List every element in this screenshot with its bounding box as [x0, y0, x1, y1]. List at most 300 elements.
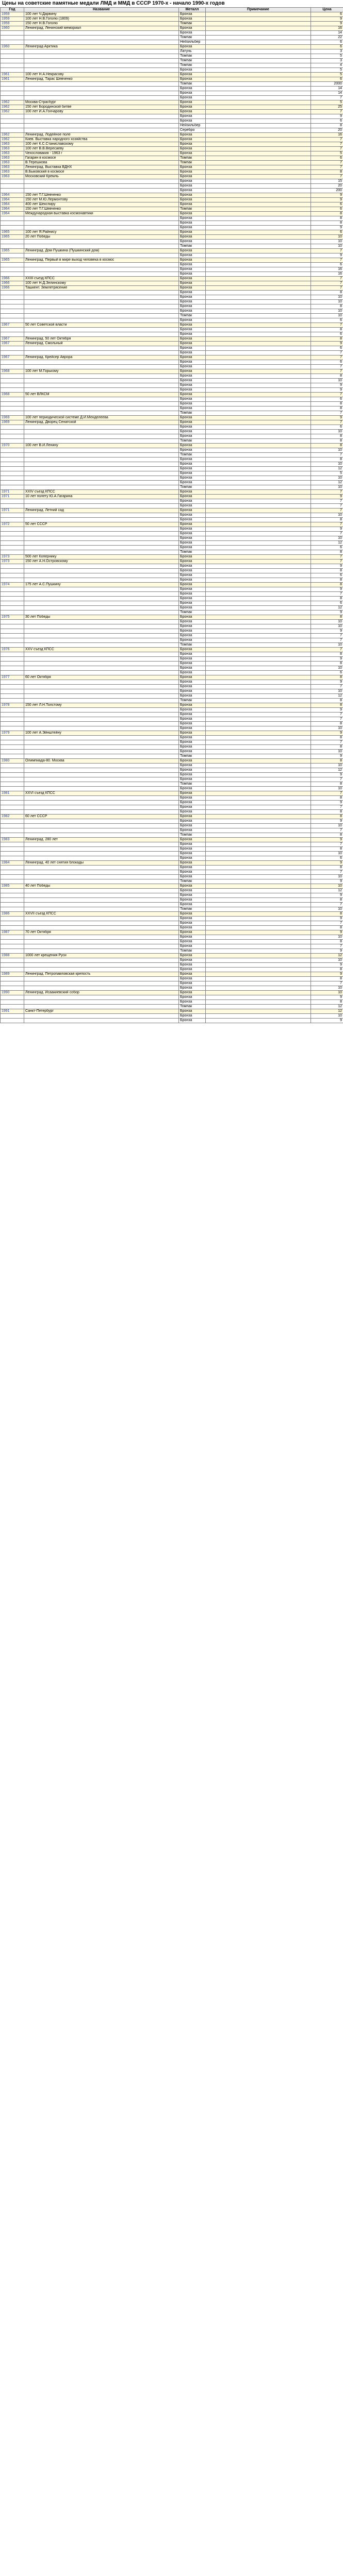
cell-year: [1, 592, 24, 597]
table-row: [1, 875, 343, 879]
cell-name: Ташкент. Землетрясение: [24, 286, 179, 291]
cell-metal: Томпак: [179, 1005, 206, 1009]
cell-year: [1, 221, 24, 226]
cell-name: [24, 824, 179, 828]
cell-year: 1965: [1, 235, 24, 240]
cell-year: [1, 717, 24, 722]
cell-year: [1, 263, 24, 267]
cell-metal: Бронза: [179, 717, 206, 722]
cell-name: Ленинград. Дом Пушкина (Пушкинский дом): [24, 249, 179, 253]
cell-name: [24, 828, 179, 833]
table-row: [1, 179, 343, 184]
table-row: [1, 100, 343, 105]
cell-metal: Бронза: [179, 675, 206, 680]
cell-name: [24, 986, 179, 991]
cell-year: [1, 847, 24, 852]
cell-year: 1962: [1, 133, 24, 138]
cell-metal: Бронза: [179, 750, 206, 754]
table-row: [1, 699, 343, 703]
table-row: [1, 726, 343, 731]
cell-name: [24, 267, 179, 272]
cell-note: [206, 893, 311, 898]
cell-price: 6: [311, 202, 343, 207]
table-row: [1, 31, 343, 36]
cell-note: [206, 226, 311, 230]
cell-price: 3: [311, 59, 343, 63]
cell-name: [24, 513, 179, 518]
cell-year: [1, 411, 24, 416]
cell-price: 8: [311, 216, 343, 221]
cell-metal: Бронза: [179, 671, 206, 675]
cell-year: [1, 504, 24, 509]
cell-note: [206, 138, 311, 142]
table-row: [1, 740, 343, 745]
table-row: [1, 634, 343, 638]
cell-year: [1, 184, 24, 189]
cell-name: [24, 397, 179, 402]
cell-name: 100 лет Н.А.Некрасову: [24, 73, 179, 77]
cell-note: [206, 179, 311, 184]
cell-name: [24, 476, 179, 481]
cell-name: 50 лет СССР: [24, 522, 179, 527]
cell-metal: Бронза: [179, 527, 206, 532]
cell-price: 5: [311, 68, 343, 73]
cell-metal: Бронза: [179, 110, 206, 114]
cell-note: [206, 17, 311, 22]
cell-year: 1962: [1, 110, 24, 114]
cell-price: 10: [311, 750, 343, 754]
cell-price: 9: [311, 193, 343, 198]
cell-note: [206, 912, 311, 917]
cell-metal: Томпак: [179, 699, 206, 703]
cell-name: [24, 295, 179, 300]
table-row: [1, 555, 343, 560]
cell-year: 1988: [1, 954, 24, 958]
cell-metal: Бронза: [179, 138, 206, 142]
cell-metal: Бронза: [179, 954, 206, 958]
cell-note: [206, 286, 311, 291]
cell-price: 7: [311, 277, 343, 281]
cell-year: [1, 958, 24, 963]
cell-metal: Бронза: [179, 824, 206, 828]
cell-name: [24, 717, 179, 722]
cell-metal: Бронза: [179, 216, 206, 221]
cell-name: [24, 819, 179, 824]
cell-price: 10: [311, 666, 343, 671]
cell-year: [1, 467, 24, 471]
cell-metal: Бронза: [179, 546, 206, 550]
cell-note: [206, 745, 311, 750]
cell-metal: Бронза: [179, 369, 206, 374]
cell-price: 12: [311, 481, 343, 485]
table-row: [1, 587, 343, 592]
cell-metal: Бронза: [179, 963, 206, 968]
cell-note: [206, 369, 311, 374]
cell-year: [1, 49, 24, 54]
cell-name: [24, 977, 179, 981]
cell-price: 9: [311, 731, 343, 736]
cell-note: [206, 833, 311, 838]
cell-year: [1, 527, 24, 532]
cell-metal: Томпак: [179, 156, 206, 161]
cell-price: 9: [311, 838, 343, 842]
table-row: [1, 847, 343, 852]
cell-metal: Бронза: [179, 476, 206, 481]
cell-note: [206, 638, 311, 643]
cell-year: 1964: [1, 202, 24, 207]
cell-name: [24, 592, 179, 597]
cell-note: [206, 40, 311, 45]
cell-year: [1, 995, 24, 1000]
cell-name: [24, 59, 179, 63]
cell-note: [206, 1000, 311, 1005]
cell-price: 10: [311, 295, 343, 300]
cell-price: 8: [311, 615, 343, 620]
cell-metal: Бронза: [179, 958, 206, 963]
cell-price: 9: [311, 564, 343, 569]
cell-metal: Бронза: [179, 805, 206, 810]
cell-year: [1, 318, 24, 323]
column-header-year: Год: [1, 8, 24, 12]
table-row: [1, 768, 343, 773]
cell-note: [206, 629, 311, 634]
cell-name: [24, 184, 179, 189]
table-row: [1, 722, 343, 726]
cell-note: [206, 457, 311, 462]
cell-name: Ленинград-Арктика: [24, 45, 179, 49]
cell-year: [1, 406, 24, 411]
cell-metal: Бронза: [179, 267, 206, 272]
cell-metal: Бронза: [179, 351, 206, 355]
table-row: [1, 685, 343, 689]
cell-year: [1, 457, 24, 462]
cell-metal: Бронза: [179, 26, 206, 31]
table-row: [1, 977, 343, 981]
cell-year: [1, 448, 24, 453]
cell-note: [206, 485, 311, 490]
cell-name: [24, 620, 179, 624]
cell-year: [1, 309, 24, 314]
cell-year: 1978: [1, 703, 24, 708]
cell-metal: Томпак: [179, 550, 206, 555]
cell-metal: Бронза: [179, 328, 206, 332]
cell-note: [206, 986, 311, 991]
cell-note: [206, 805, 311, 810]
cell-metal: Бронза: [179, 578, 206, 583]
cell-price: 8: [311, 796, 343, 801]
table-row: [1, 879, 343, 884]
cell-note: [206, 736, 311, 740]
cell-year: [1, 620, 24, 624]
cell-name: [24, 406, 179, 411]
column-header-metal: Металл: [179, 8, 206, 12]
cell-name: [24, 453, 179, 457]
cell-name: 175 лет А.С.Пушкину: [24, 583, 179, 587]
cell-price: 16: [311, 133, 343, 138]
cell-name: [24, 244, 179, 249]
table-row: [1, 536, 343, 541]
cell-price: 9: [311, 893, 343, 898]
cell-metal: Бронза: [179, 986, 206, 991]
cell-price: 10: [311, 986, 343, 991]
table-row: [1, 504, 343, 509]
cell-name: [24, 750, 179, 754]
cell-price: 6: [311, 12, 343, 17]
cell-year: [1, 722, 24, 726]
cell-note: [206, 277, 311, 281]
cell-name: [24, 300, 179, 304]
cell-note: [206, 365, 311, 369]
cell-name: [24, 439, 179, 444]
table-row: [1, 522, 343, 527]
cell-price: 9: [311, 773, 343, 777]
table-row: [1, 119, 343, 124]
cell-note: [206, 425, 311, 430]
table-row: [1, 82, 343, 87]
cell-metal: Латунь: [179, 49, 206, 54]
cell-note: [206, 782, 311, 787]
cell-price: 7: [311, 592, 343, 597]
cell-price: 9: [311, 801, 343, 805]
cell-note: [206, 611, 311, 615]
cell-name: [24, 935, 179, 940]
cell-metal: Бронза: [179, 286, 206, 291]
cell-name: [24, 569, 179, 573]
cell-metal: Бронза: [179, 560, 206, 564]
cell-metal: Бронза: [179, 193, 206, 198]
cell-note: [206, 583, 311, 587]
cell-name: XXV съезд КПСС: [24, 648, 179, 652]
cell-note: [206, 240, 311, 244]
table-row: [1, 620, 343, 624]
cell-metal: Бронза: [179, 309, 206, 314]
cell-name: [24, 879, 179, 884]
cell-note: [206, 550, 311, 555]
cell-note: [206, 467, 311, 471]
cell-price: 14: [311, 87, 343, 91]
cell-metal: Бронза: [179, 420, 206, 425]
cell-note: [206, 958, 311, 963]
cell-year: [1, 388, 24, 393]
cell-note: [206, 842, 311, 847]
cell-metal: Бронза: [179, 430, 206, 434]
cell-year: [1, 866, 24, 870]
cell-name: Санкт-Петербург: [24, 1009, 179, 1014]
table-row: [1, 393, 343, 397]
cell-name: [24, 968, 179, 972]
cell-year: [1, 689, 24, 694]
table-row: [1, 592, 343, 597]
cell-name: [24, 629, 179, 634]
cell-metal: Бронза: [179, 87, 206, 91]
cell-price: 6: [311, 397, 343, 402]
cell-year: 1986: [1, 912, 24, 917]
cell-price: 8: [311, 699, 343, 703]
cell-price: 10: [311, 462, 343, 467]
cell-year: [1, 787, 24, 791]
cell-year: [1, 773, 24, 777]
cell-price: 8: [311, 898, 343, 903]
cell-name: [24, 91, 179, 96]
column-header-price: Цена: [311, 8, 343, 12]
cell-note: [206, 685, 311, 689]
cell-name: [24, 898, 179, 903]
cell-note: [206, 476, 311, 481]
table-row: [1, 842, 343, 847]
cell-metal: Бронза: [179, 977, 206, 981]
table-row: [1, 949, 343, 954]
cell-name: [24, 949, 179, 954]
cell-price: 7: [311, 138, 343, 142]
cell-metal: Бронза: [179, 388, 206, 393]
cell-note: [206, 397, 311, 402]
cell-name: Чехословакия - 1963 г: [24, 151, 179, 156]
cell-price: 9: [311, 949, 343, 954]
cell-metal: Бронза: [179, 1009, 206, 1014]
table-row: [1, 912, 343, 917]
cell-metal: Бронза: [179, 657, 206, 662]
cell-year: [1, 671, 24, 675]
cell-price: 7: [311, 638, 343, 643]
cell-year: [1, 300, 24, 304]
table-row: [1, 838, 343, 842]
cell-year: [1, 365, 24, 369]
cell-metal: Бронза: [179, 513, 206, 518]
table-row: [1, 272, 343, 277]
cell-year: [1, 434, 24, 439]
cell-name: Ленинград. Исаакиевский собор: [24, 991, 179, 995]
table-row: [1, 110, 343, 114]
cell-price: 12: [311, 954, 343, 958]
table-row: [1, 337, 343, 342]
cell-price: 9: [311, 879, 343, 884]
cell-year: [1, 36, 24, 40]
cell-metal: Бронза: [179, 759, 206, 764]
cell-metal: Бронза: [179, 31, 206, 36]
cell-metal: Бронза: [179, 281, 206, 286]
cell-price: 8: [311, 977, 343, 981]
cell-year: [1, 685, 24, 689]
cell-year: [1, 754, 24, 759]
cell-note: [206, 708, 311, 713]
cell-year: 1973: [1, 555, 24, 560]
cell-metal: Бронза: [179, 689, 206, 694]
table-row: [1, 907, 343, 912]
cell-metal: Бронза: [179, 597, 206, 601]
cell-price: 9: [311, 253, 343, 258]
cell-metal: Бронза: [179, 541, 206, 546]
cell-year: 1965: [1, 249, 24, 253]
cell-name: [24, 226, 179, 230]
cell-note: [206, 717, 311, 722]
cell-note: [206, 879, 311, 884]
table-row: [1, 207, 343, 212]
cell-year: [1, 736, 24, 740]
cell-metal: Бронза: [179, 499, 206, 504]
table-row: [1, 870, 343, 875]
table-row: [1, 917, 343, 921]
cell-note: [206, 856, 311, 861]
cell-year: [1, 272, 24, 277]
cell-price: 10: [311, 536, 343, 541]
cell-note: [206, 170, 311, 175]
cell-year: [1, 875, 24, 879]
cell-metal: Бронза: [179, 416, 206, 420]
cell-note: [206, 866, 311, 870]
table-row: [1, 332, 343, 337]
cell-metal: Бронза: [179, 133, 206, 138]
cell-metal: Бронза: [179, 842, 206, 847]
cell-name: 10 лет полету Ю.А.Гагарина: [24, 495, 179, 499]
table-row: [1, 541, 343, 546]
cell-note: [206, 870, 311, 875]
cell-name: Ленинград. Крейсер Аврора: [24, 355, 179, 360]
cell-price: 2000: [311, 82, 343, 87]
cell-name: [24, 49, 179, 54]
cell-metal: Бронза: [179, 930, 206, 935]
cell-metal: Бронза: [179, 1014, 206, 1019]
cell-price: 8: [311, 597, 343, 601]
cell-note: [206, 439, 311, 444]
cell-price: 12: [311, 1009, 343, 1014]
cell-price: 8: [311, 703, 343, 708]
cell-metal: Томпак: [179, 63, 206, 68]
cell-price: 7: [311, 175, 343, 179]
cell-metal: Бронза: [179, 972, 206, 977]
cell-note: [206, 434, 311, 439]
cell-note: [206, 875, 311, 879]
cell-name: [24, 713, 179, 717]
cell-price: 9: [311, 22, 343, 26]
cell-note: [206, 597, 311, 601]
cell-name: 100 лет Н.Д.Зелинскому: [24, 281, 179, 286]
cell-price: 8: [311, 170, 343, 175]
table-row: [1, 893, 343, 898]
cell-year: [1, 216, 24, 221]
cell-note: [206, 541, 311, 546]
table-header-row: [1, 8, 343, 12]
cell-metal: Серебро: [179, 128, 206, 133]
cell-metal: Томпак: [179, 907, 206, 912]
cell-price: 8: [311, 675, 343, 680]
cell-price: 10: [311, 620, 343, 624]
table-row: [1, 226, 343, 230]
cell-note: [206, 36, 311, 40]
table-row: [1, 281, 343, 286]
cell-price: 12: [311, 467, 343, 471]
cell-note: [206, 828, 311, 833]
cell-metal: Бронза: [179, 45, 206, 49]
cell-price: 15: [311, 179, 343, 184]
cell-note: [206, 592, 311, 597]
cell-price: 9: [311, 995, 343, 1000]
page-title: Цены на советские памятные медали ЛМД и ММД в СССР 1970-х - начало 1990-х годов: [2, 1, 225, 6]
cell-year: 1971: [1, 490, 24, 495]
cell-price: 8: [311, 583, 343, 587]
cell-price: 8: [311, 782, 343, 787]
cell-metal: Бронза: [179, 522, 206, 527]
cell-name: [24, 796, 179, 801]
cell-name: Ленинград. Тарас Шевченко: [24, 77, 179, 82]
cell-name: [24, 805, 179, 810]
cell-price: 7: [311, 944, 343, 949]
cell-name: [24, 411, 179, 416]
cell-name: 400 лет Шекспиру: [24, 202, 179, 207]
table-row: [1, 671, 343, 675]
table-row: [1, 750, 343, 754]
cell-name: [24, 652, 179, 657]
cell-metal: Томпак: [179, 782, 206, 787]
